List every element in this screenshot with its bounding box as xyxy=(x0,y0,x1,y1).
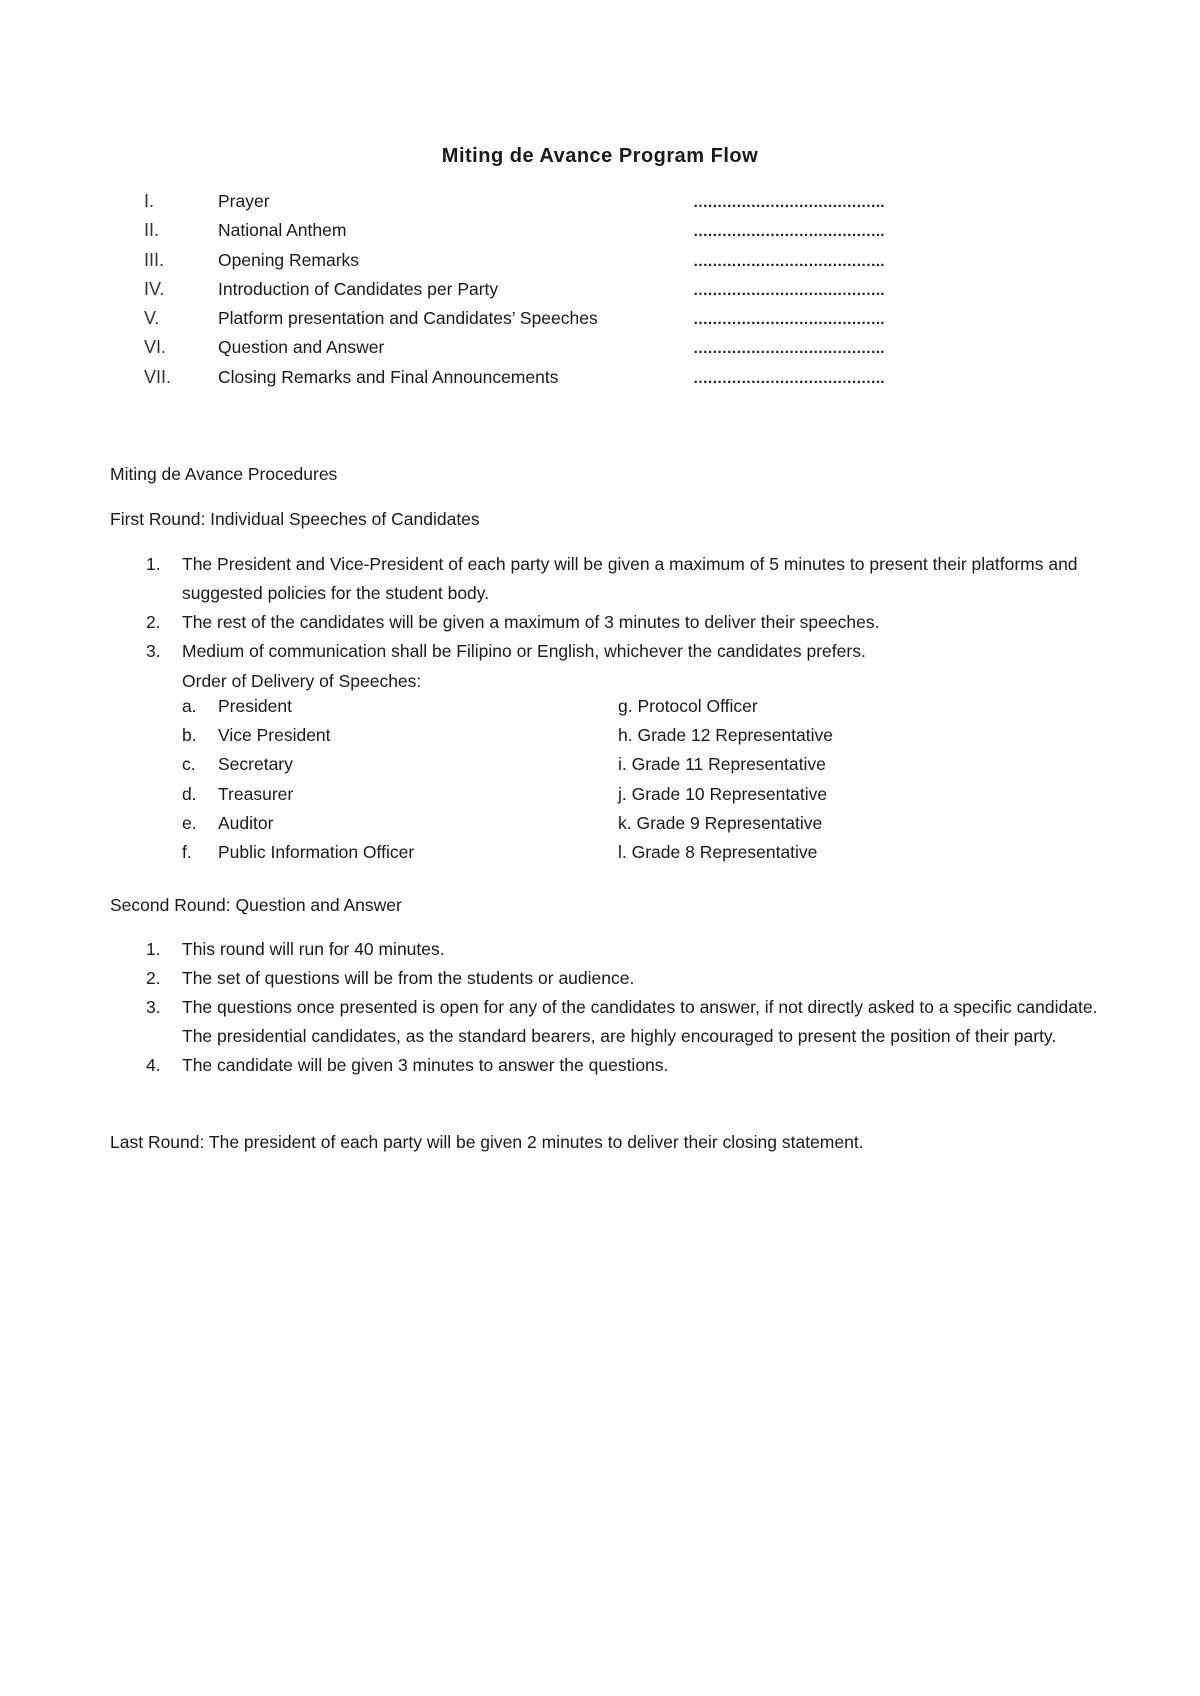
item-label: Introduction of Candidates per Party xyxy=(218,278,499,299)
first-round-heading: First Round: Individual Speeches of Candidates xyxy=(110,509,480,529)
list-item xyxy=(110,637,1100,666)
office-title-right: l. Grade 8 Representative xyxy=(618,841,818,862)
item-label: National Anthem xyxy=(218,220,347,241)
item-leader-dots: …………………………………. xyxy=(693,281,884,299)
program-flow-item xyxy=(0,279,1200,308)
office-title-right: h. Grade 12 Representative xyxy=(618,725,833,746)
second-round-heading: Second Round: Question and Answer xyxy=(110,895,402,915)
item-leader-dots: …………………………………. xyxy=(693,369,884,387)
list-item xyxy=(110,964,1100,993)
office-letter: c. xyxy=(182,754,196,775)
list-text: The set of questions will be from the students or audience. xyxy=(182,968,635,988)
item-label: Prayer xyxy=(218,191,270,211)
item-leader-dots: …………………………………. xyxy=(693,194,884,211)
list-item xyxy=(110,608,1100,637)
office-row xyxy=(0,725,1200,754)
item-number: IV. xyxy=(144,278,165,299)
item-label: Closing Remarks and Final Announcements xyxy=(218,366,559,387)
office-letter: b. xyxy=(182,725,197,746)
list-text: The President and Vice-President of each party will be given a maximum of 5 minutes to present their platforms and suggested policies for the student body. xyxy=(182,554,1078,603)
office-title: Vice President xyxy=(218,725,331,746)
last-round-text: Last Round: The president of each party will be given 2 minutes to deliver their closing statement. xyxy=(110,1132,864,1152)
first-round-list xyxy=(110,550,1100,666)
office-title-right: k. Grade 9 Representative xyxy=(618,812,823,833)
list-number: 1. xyxy=(146,939,161,959)
office-row xyxy=(0,696,1200,725)
item-leader-dots: …………………………………. xyxy=(693,311,884,329)
office-letter: f. xyxy=(182,841,192,862)
item-label: Platform presentation and Candidates’ Speeches xyxy=(218,308,598,329)
item-number: II. xyxy=(144,220,160,241)
program-flow-list xyxy=(0,191,1200,396)
office-letter: e. xyxy=(182,812,197,833)
office-title: Secretary xyxy=(218,754,293,775)
list-item xyxy=(110,1051,1100,1080)
list-number: 3. xyxy=(146,641,161,661)
office-row xyxy=(0,754,1200,783)
item-number: V. xyxy=(144,308,160,329)
list-text: The rest of the candidates will be given a maximum of 3 minutes to deliver their speeches. xyxy=(182,612,880,632)
item-number: III. xyxy=(144,249,165,270)
office-letter: d. xyxy=(182,783,197,804)
item-leader-dots: …………………………………. xyxy=(693,223,884,241)
item-leader-dots: …………………………………. xyxy=(693,340,884,358)
list-text: The candidate will be given 3 minutes to answer the questions. xyxy=(182,1055,669,1075)
list-number: 4. xyxy=(146,1055,161,1075)
page-title: Miting de Avance Program Flow xyxy=(441,145,759,167)
office-title: President xyxy=(218,696,292,716)
list-number: 3. xyxy=(146,997,161,1017)
office-row xyxy=(0,813,1200,842)
item-label: Question and Answer xyxy=(218,337,385,358)
order-of-delivery-list xyxy=(0,696,1200,871)
office-title-right: g. Protocol Officer xyxy=(618,696,758,716)
program-flow-item xyxy=(0,367,1200,396)
order-of-delivery-label: Order of Delivery of Speeches: xyxy=(182,671,422,691)
office-title: Treasurer xyxy=(218,783,294,804)
office-row xyxy=(0,842,1200,871)
program-flow-item xyxy=(0,250,1200,279)
list-number: 1. xyxy=(146,554,161,574)
item-number: VI. xyxy=(144,337,167,358)
office-title-right: j. Grade 10 Representative xyxy=(618,783,828,804)
program-flow-item xyxy=(0,337,1200,366)
office-row xyxy=(0,784,1200,813)
program-flow-item xyxy=(0,220,1200,249)
office-letter: a. xyxy=(182,696,197,716)
procedures-heading: Miting de Avance Procedures xyxy=(110,464,338,484)
office-title: Auditor xyxy=(218,812,274,833)
program-flow-item xyxy=(0,191,1200,220)
list-item xyxy=(110,935,1100,964)
list-number: 2. xyxy=(146,612,161,632)
office-title-right: i. Grade 11 Representative xyxy=(618,754,826,775)
item-number: I. xyxy=(144,191,155,211)
list-text: Medium of communication shall be Filipino or English, whichever the candidates prefers. xyxy=(182,641,866,661)
item-label: Opening Remarks xyxy=(218,249,360,270)
item-number: VII. xyxy=(144,366,172,387)
list-item xyxy=(110,550,1100,608)
second-round-list xyxy=(110,935,1100,1080)
list-number: 2. xyxy=(146,968,161,988)
item-leader-dots: …………………………………. xyxy=(693,252,884,270)
office-title: Public Information Officer xyxy=(218,841,415,862)
list-text: The questions once presented is open for any of the candidates to answer, if not directly asked to a specific candidate. The presidential candidates, as the standard bearers, are highly encouraged to present the position of their party. xyxy=(182,997,1098,1046)
program-flow-item xyxy=(0,308,1200,337)
list-text: This round will run for 40 minutes. xyxy=(182,939,445,959)
list-item xyxy=(110,993,1100,1051)
